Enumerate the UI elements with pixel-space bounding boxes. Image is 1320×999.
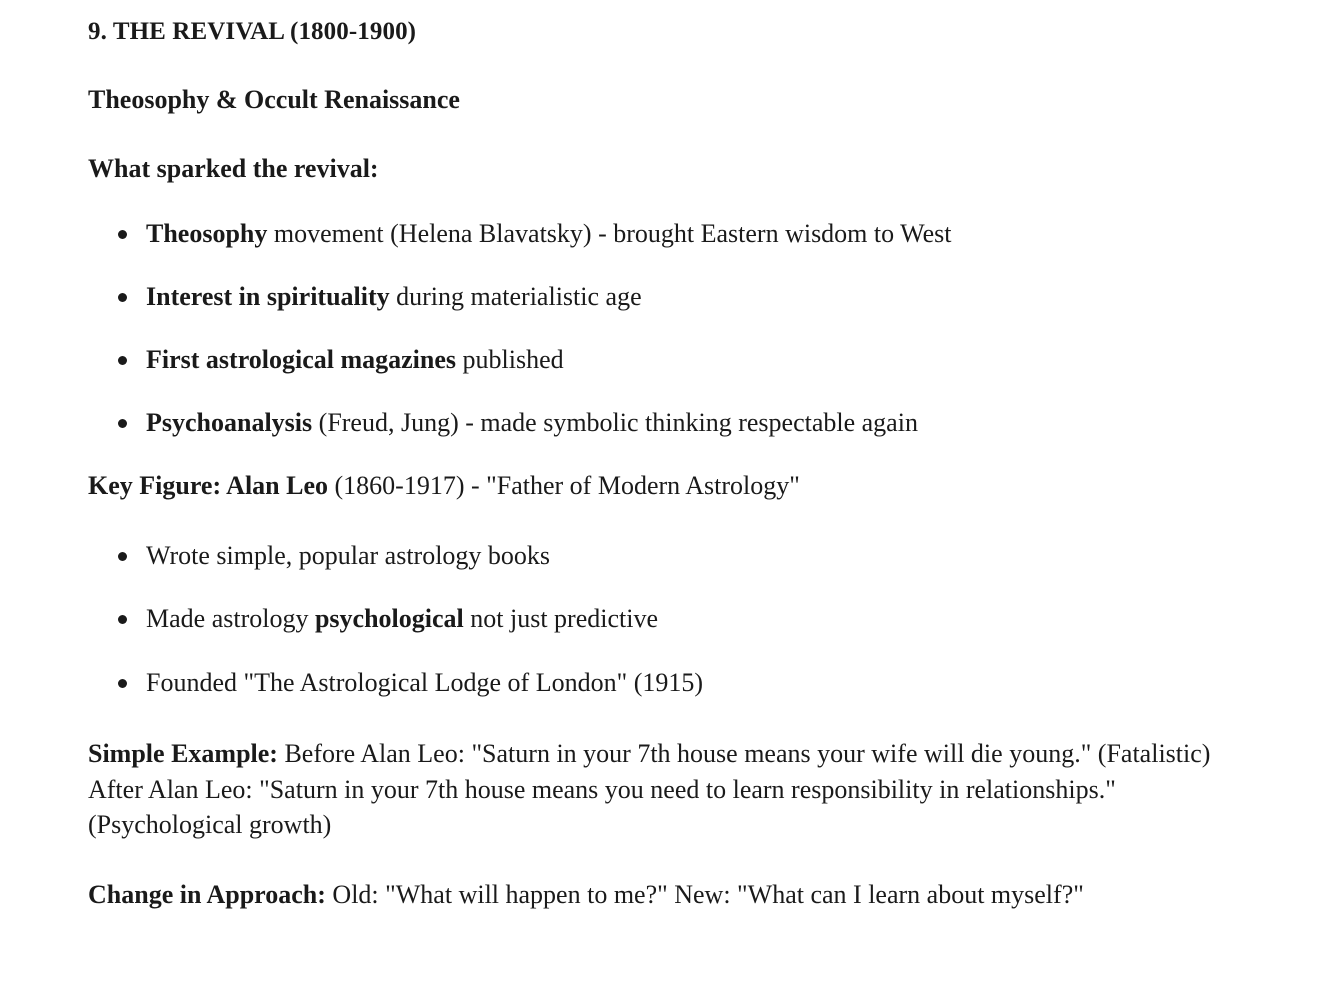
list-item-term: First astrological magazines <box>146 345 457 375</box>
list-item <box>88 538 1216 573</box>
list-item-text: movement (Helena Blavatsky) - brought Eastern wisdom to West <box>267 219 952 249</box>
list-item-text: published <box>456 345 564 375</box>
list-item-term: Interest in spirituality <box>146 282 390 312</box>
list-item-text-post: not just predictive <box>463 604 659 634</box>
change-in-approach-paragraph <box>88 877 1216 913</box>
list-item-term: Psychoanalysis <box>146 408 313 438</box>
list-item <box>88 665 1216 700</box>
list-item-text: (Freud, Jung) - made symbolic thinking respectable again <box>312 408 918 438</box>
key-figure-text: (1860-1917) - "Father of Modern Astrology" <box>328 471 800 501</box>
sparked-list <box>88 216 1216 440</box>
list-item-text: during materialistic age <box>389 282 642 312</box>
list-item <box>88 279 1216 314</box>
sparked-label: What sparked the revival: <box>88 154 379 184</box>
list-item-text: Founded "The Astrological Lodge of London" (1915) <box>146 667 704 697</box>
key-figure-list <box>88 538 1216 699</box>
change-in-approach-text: Old: "What will happen to me?" New: "What can I learn about myself?" <box>325 880 1084 910</box>
list-item <box>88 342 1216 377</box>
key-figure-paragraph <box>88 468 1216 504</box>
list-item <box>88 216 1216 251</box>
list-item-term: psychological <box>314 604 464 634</box>
section-subtitle: Theosophy & Occult Renaissance <box>88 84 460 114</box>
page-title: 9. THE REVIVAL (1800-1900) <box>88 18 417 45</box>
simple-example-term: Simple Example: <box>88 738 278 768</box>
list-item <box>88 405 1216 440</box>
key-figure-term: Key Figure: Alan Leo <box>88 471 329 501</box>
simple-example-text: Before Alan Leo: "Saturn in your 7th house means your wife will die young." (Fatalistic) After Alan Leo: "Saturn in your 7th house means you need to learn responsibility in relationships." (Psychological growth) <box>88 738 1211 840</box>
simple-example-paragraph <box>88 736 1216 844</box>
list-item <box>88 601 1216 636</box>
list-item-text: Made astrology <box>146 604 315 634</box>
list-item-text: Wrote simple, popular astrology books <box>146 541 551 571</box>
list-item-term: Theosophy <box>146 219 268 249</box>
change-in-approach-term: Change in Approach: <box>88 880 326 910</box>
